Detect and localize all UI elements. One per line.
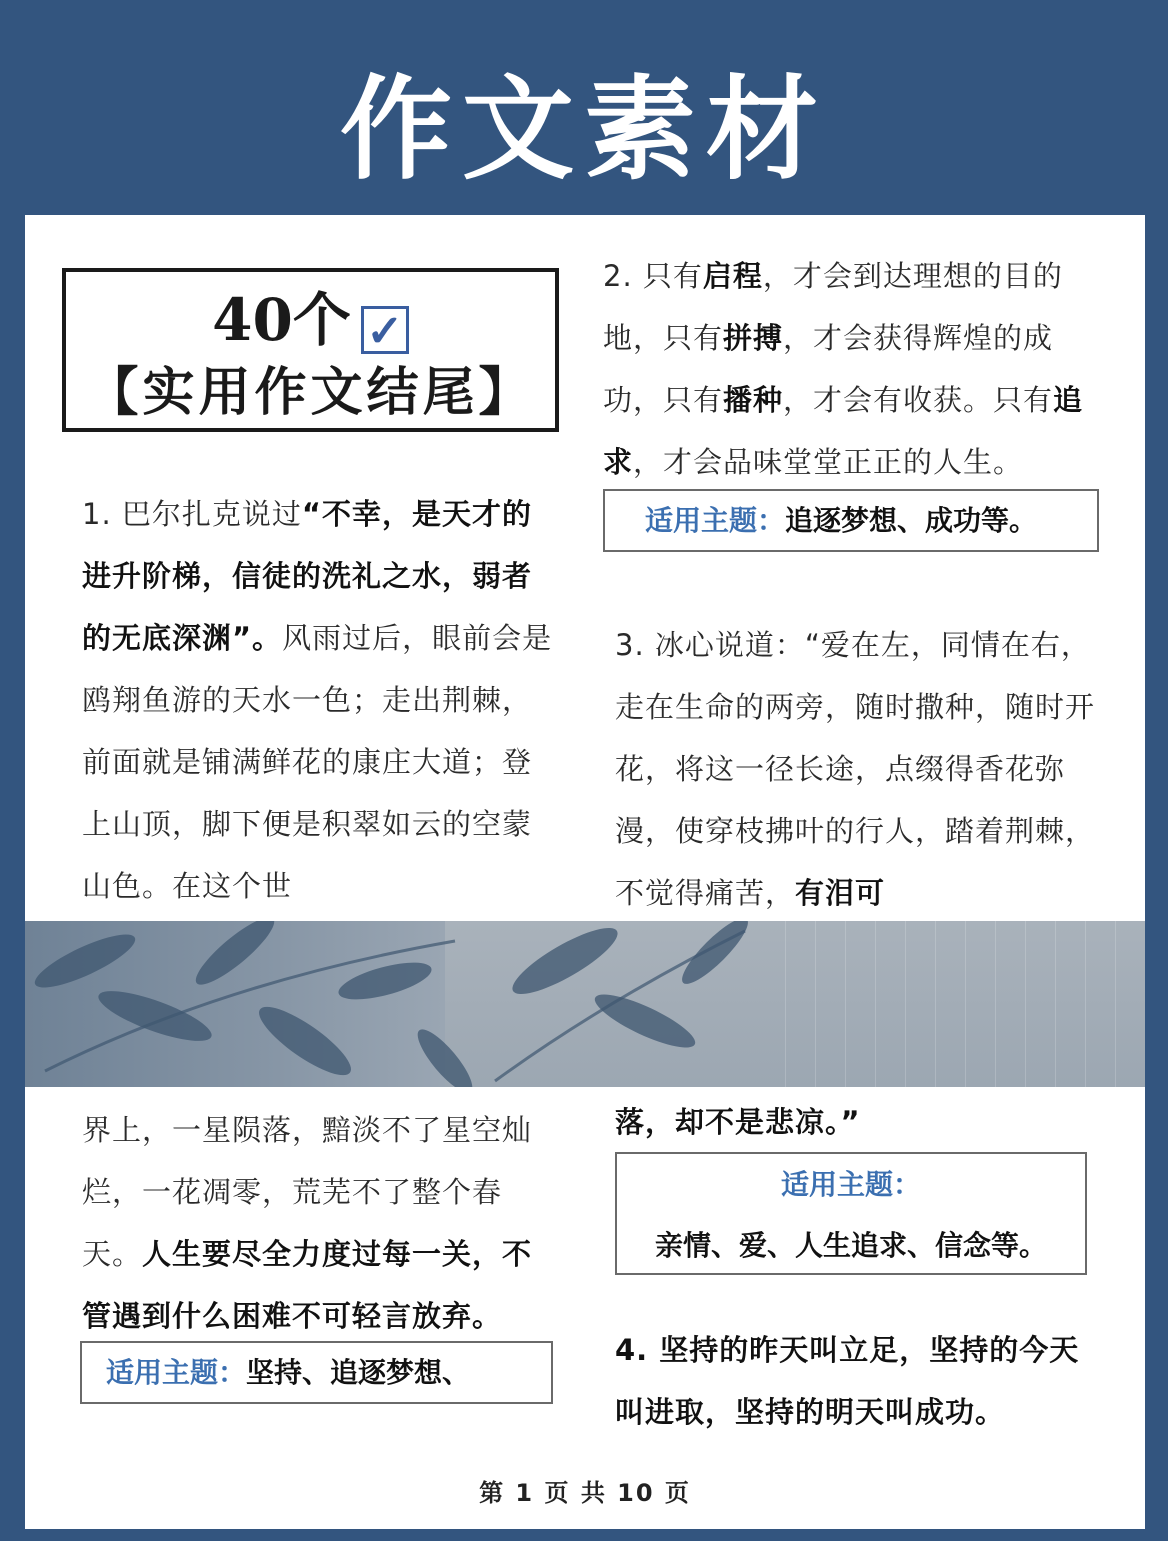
theme-value: 坚持、追逐梦想、	[246, 1356, 471, 1389]
item-1-body-top: 风雨过后，眼前会是鸥翔鱼游的天水一色；走出荆棘，前面就是铺满鲜花的康庄大道；登上山顶，脚下便是积翠如云的空蒙山色。在这个世	[82, 621, 553, 903]
item-3-bottom	[615, 1091, 1105, 1153]
item-4	[615, 1319, 1105, 1443]
item-2-text-2: ，才会到达理想的目的地，只有	[603, 259, 1063, 355]
theme-label: 适用主题：	[106, 1356, 247, 1389]
item-4-body: 坚持的昨天叫立足，坚持的今天叫进取，坚持的明天叫成功。	[615, 1333, 1080, 1429]
item-1-body-bottom: 界上，一星陨落，黯淡不了星空灿烂，一花凋零，荒芜不了整个春天。	[82, 1113, 533, 1271]
item-3-top	[615, 614, 1105, 924]
theme-label: 适用主题：	[780, 1168, 921, 1201]
item-3-end-quote: ”	[840, 1105, 861, 1139]
theme-label: 适用主题：	[645, 504, 786, 537]
checkbox-icon: ✓	[361, 306, 409, 354]
item-1-theme-box	[80, 1341, 553, 1404]
leaf-shadow-icon	[25, 921, 1145, 1087]
item-2-text-5: ，才会品味堂堂正正的人生。	[633, 445, 1024, 479]
title-box	[62, 268, 559, 432]
page-title: 作文素材	[340, 65, 828, 195]
item-2-keyword-1: 启程	[702, 259, 763, 293]
title-line-2: 【实用作文结尾】	[86, 362, 535, 423]
decorative-banner	[25, 921, 1145, 1087]
item-1-intro: 1. 巴尔扎克说过	[82, 497, 302, 531]
item-2-keyword-2: 拼搏	[723, 321, 784, 355]
item-1-top	[82, 483, 560, 917]
item-3-emphasis-bottom: 落，却不是悲凉。	[615, 1105, 841, 1139]
item-2-text-3: ，才会获得辉煌的成功，只有	[603, 321, 1054, 417]
item-3-theme-box	[615, 1152, 1087, 1275]
item-4-number: 4.	[615, 1333, 660, 1367]
theme-value: 追逐梦想、成功等。	[785, 504, 1038, 537]
item-2-theme-box	[603, 489, 1099, 552]
page-indicator: 第 1 页 共 10 页	[479, 1479, 691, 1507]
item-2	[603, 245, 1103, 493]
item-3-body: 3. 冰心说道：“爱在左，同情在右，走在生命的两旁，随时撒种，随时开花，将这一径长途，点缀得香花弥漫，使穿枝拂叶的行人，踏着荆棘，不觉得痛苦，	[615, 628, 1096, 910]
item-1-bottom	[82, 1099, 560, 1347]
item-2-keyword-4: 追求	[603, 383, 1084, 479]
item-2-keyword-3: 播种	[723, 383, 784, 417]
item-2-text-4: ，才会有收获。只有	[783, 383, 1054, 417]
title-line-1	[66, 280, 555, 360]
item-2-text-1: 2. 只有	[603, 259, 703, 293]
title-count: 40个	[212, 286, 351, 354]
item-1-emphasis: 人生要尽全力度过每一关，不管遇到什么困难不可轻言放弃。	[82, 1237, 533, 1333]
item-1-quote: “不幸，是天才的进升阶梯，信徒的洗礼之水，弱者的无底深渊”。	[82, 497, 533, 655]
content-card	[25, 215, 1145, 1529]
item-3-emphasis-top: 有泪可	[795, 876, 886, 910]
theme-value: 亲情、爱、人生追求、信念等。	[654, 1229, 1047, 1262]
